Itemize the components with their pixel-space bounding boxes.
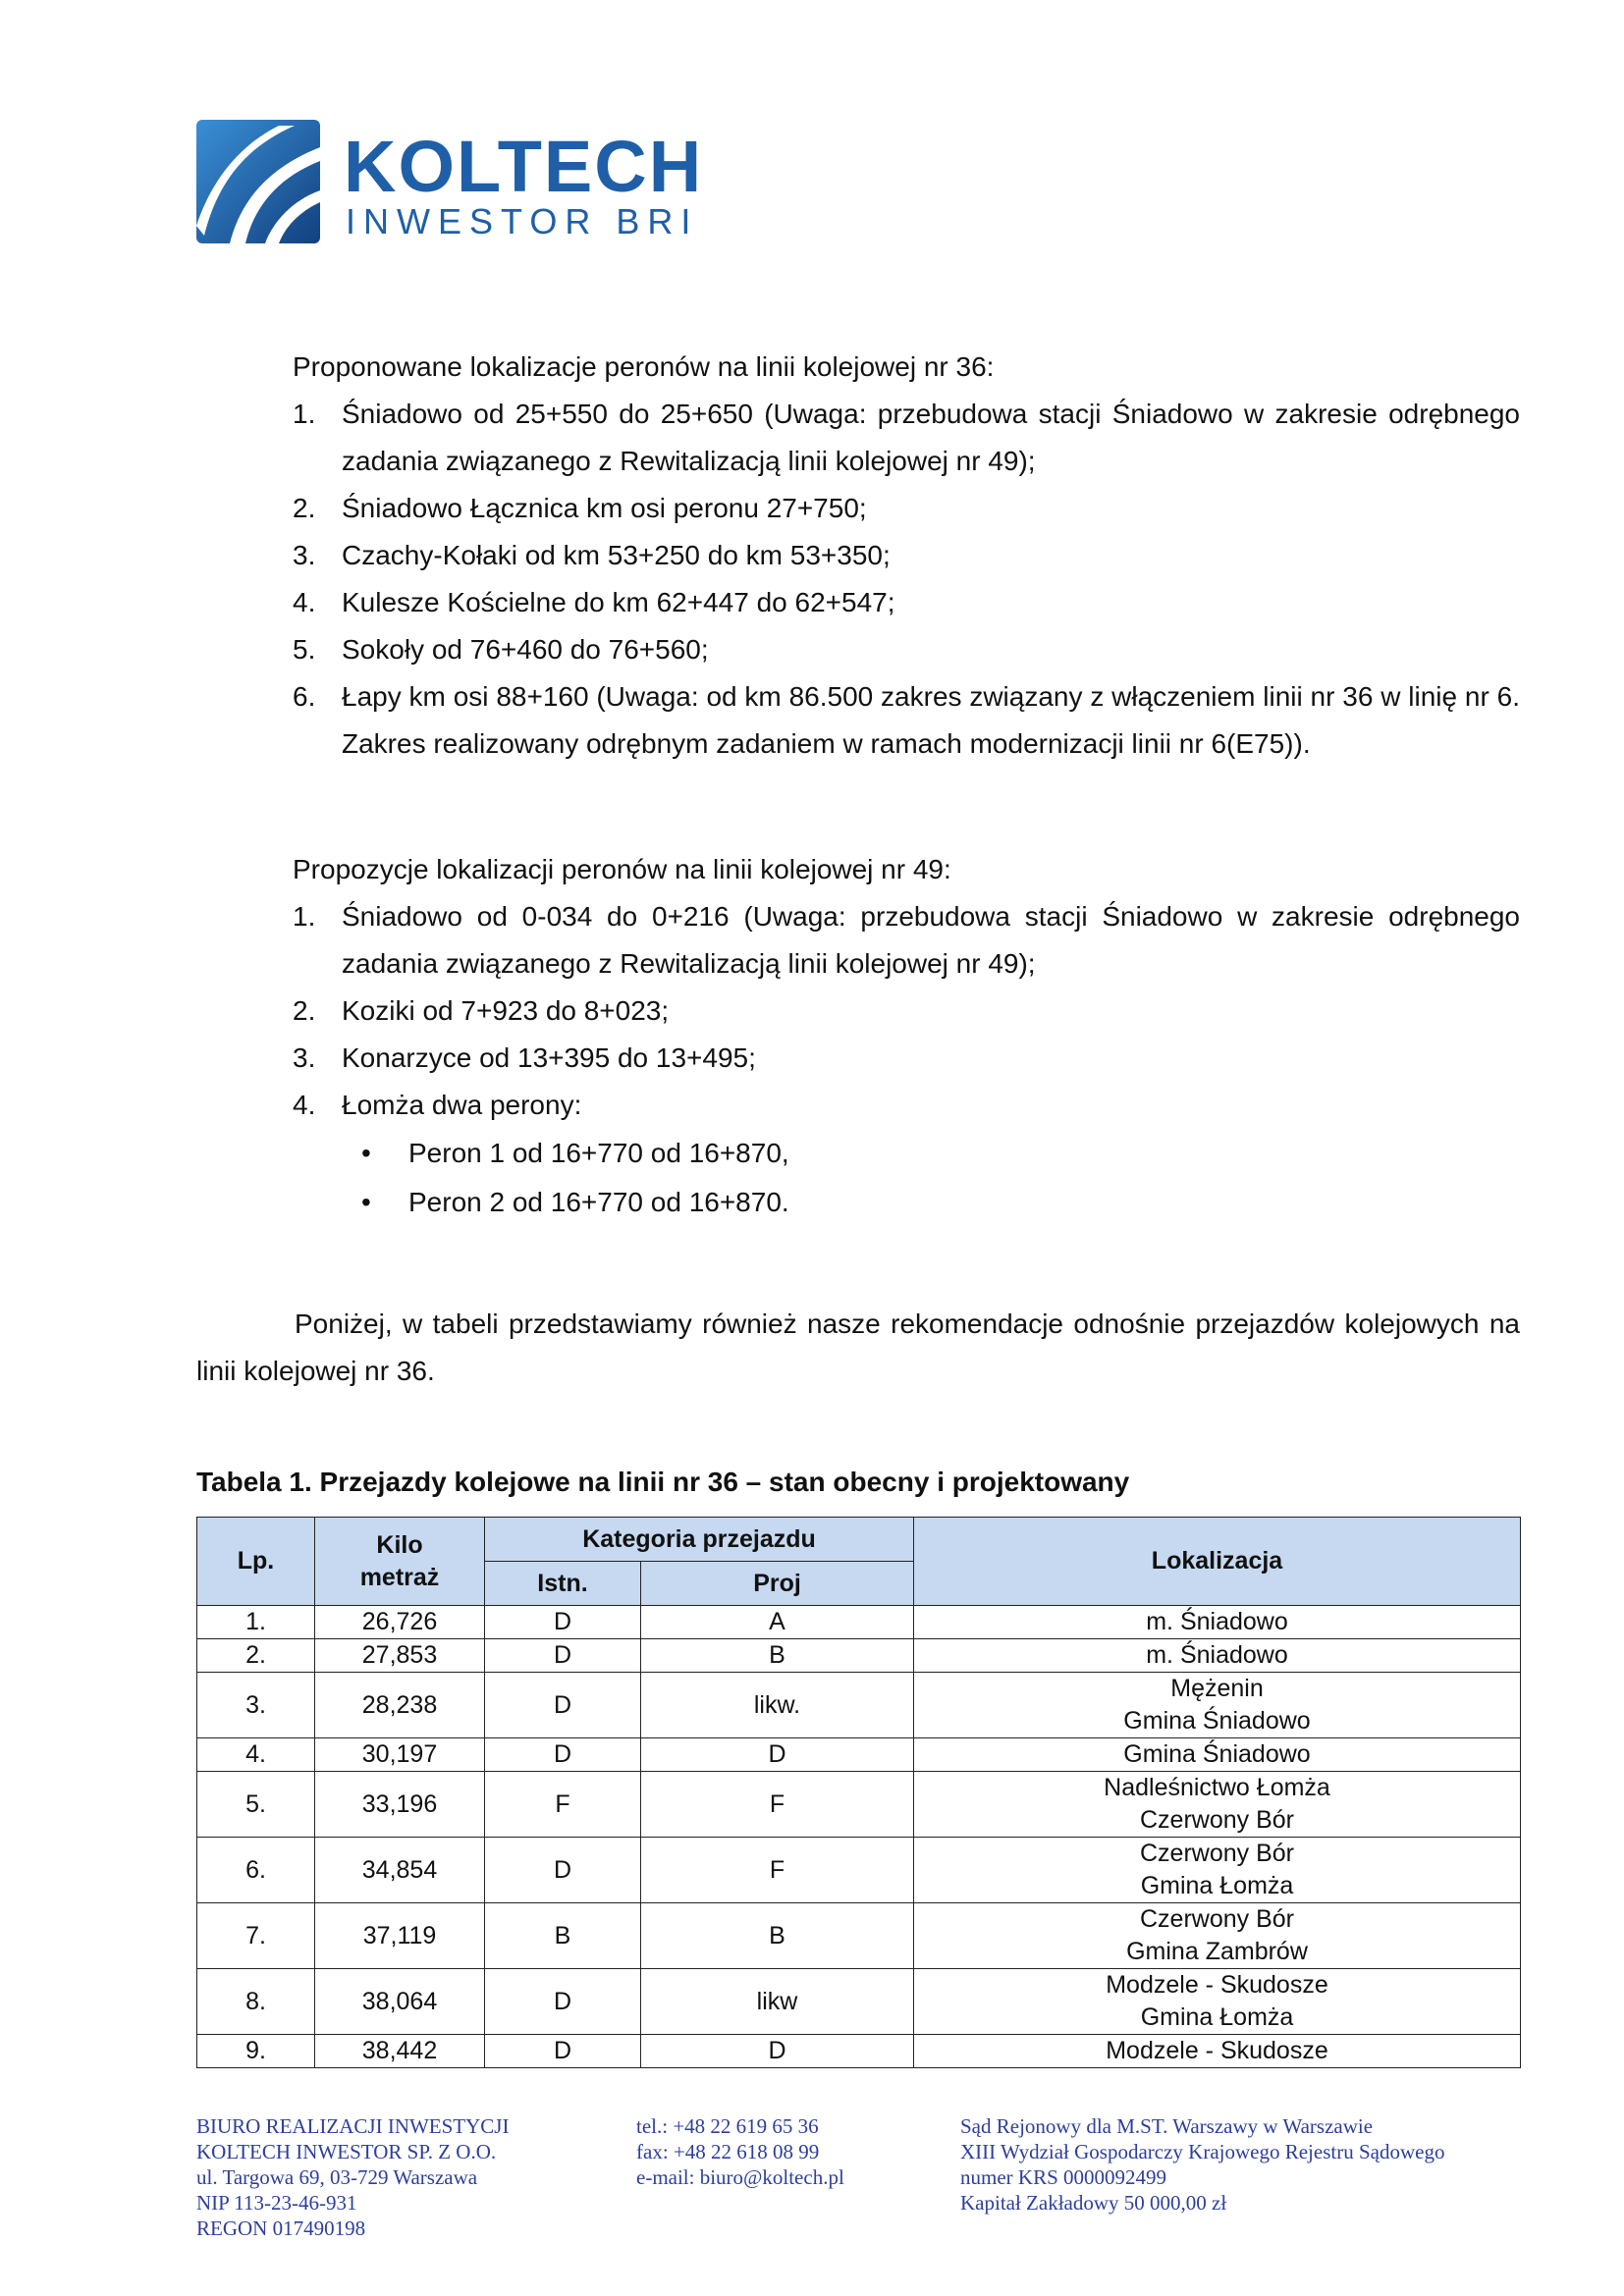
table-row — [197, 1772, 1521, 1838]
cell-istn: D — [485, 1606, 641, 1639]
header-kilometrage — [315, 1518, 485, 1606]
cell-istn: D — [485, 2035, 641, 2068]
cell-proj: F — [641, 1838, 914, 1903]
cell-proj: B — [641, 1903, 914, 1969]
cell-km: 30,197 — [315, 1738, 485, 1772]
list-item-number: 5. — [293, 634, 316, 665]
cell-istn: F — [485, 1772, 641, 1838]
list-item-text: Łapy km osi 88+160 (Uwaga: od km 86.500 zakres związany z włączeniem linii nr 36 w linię nr 6. Zakres realizowany odrębnym zadaniem w ramach modernizacji linii nr 6(E75)). — [342, 681, 1520, 759]
cell-location — [914, 1639, 1521, 1673]
footer-line: Kapitał Zakładowy 50 000,00 zł — [960, 2191, 1227, 2215]
header-category: Kategoria przejazdu — [485, 1518, 914, 1562]
cell-location — [914, 1606, 1521, 1639]
platform-list-line-49 — [293, 893, 1520, 1129]
location-line-2: Gmina Śniadowo — [1123, 1707, 1311, 1735]
cell-lp: 4. — [197, 1738, 315, 1772]
location-line-2: Czerwony Bór — [1140, 1806, 1294, 1834]
footer-company-info — [196, 2113, 509, 2241]
list-item-text: Czachy-Kołaki od km 53+250 do km 53+350; — [342, 540, 891, 570]
cell-location — [914, 2035, 1521, 2068]
table-row — [197, 1738, 1521, 1772]
cell-km: 28,238 — [315, 1673, 485, 1738]
list-item-number: 1. — [293, 901, 316, 932]
list-item-number: 4. — [293, 1090, 316, 1120]
footer-line: XIII Wydział Gospodarczy Krajowego Rejestru Sądowego — [960, 2140, 1445, 2163]
header-kilometrage-line2: metraż — [359, 1563, 440, 1591]
table-row — [197, 1903, 1521, 1969]
cell-km: 27,853 — [315, 1639, 485, 1673]
header-lp: Lp. — [197, 1518, 315, 1606]
cell-istn: D — [485, 1639, 641, 1673]
header-kilometrage-line1: Kilo — [376, 1530, 423, 1559]
location-line-1: Gmina Śniadowo — [1123, 1740, 1311, 1768]
cell-proj: F — [641, 1772, 914, 1838]
location-line-2: Gmina Łomża — [1140, 2003, 1294, 2031]
table-caption: Tabela 1. Przejazdy kolejowe na linii nr 36 – stan obecny i projektowany — [196, 1467, 1130, 1497]
table-row — [197, 1606, 1521, 1639]
list-item-number: 2. — [293, 493, 316, 523]
location-line-1: Modzele - Skudosze — [1106, 1971, 1328, 1999]
cell-istn: D — [485, 1969, 641, 2035]
bullet-item: • Peron 2 od 16+770 od 16+870. — [361, 1178, 1520, 1227]
cell-km: 26,726 — [315, 1606, 485, 1639]
table-body — [197, 1606, 1521, 2068]
list-item — [293, 626, 1520, 673]
cell-lp: 6. — [197, 1838, 315, 1903]
list-item — [293, 579, 1520, 626]
section-line-49 — [293, 846, 1520, 1227]
cell-proj: A — [641, 1606, 914, 1639]
table-row — [197, 1838, 1521, 1903]
logo-mark-icon — [196, 120, 320, 243]
location-line-1: m. Śniadowo — [1146, 1608, 1288, 1635]
location-line-1: Mężenin — [1170, 1675, 1264, 1702]
header-istn: Istn. — [485, 1562, 641, 1606]
footer-line: KOLTECH INWESTOR SP. Z O.O. — [196, 2140, 497, 2163]
cell-lp: 9. — [197, 2035, 315, 2068]
list-item — [293, 1035, 1520, 1082]
cell-proj: likw — [641, 1969, 914, 2035]
list-item — [293, 673, 1520, 768]
footer-email: e-mail: biuro@koltech.pl — [636, 2165, 844, 2189]
footer-line: NIP 113-23-46-931 — [196, 2191, 357, 2215]
level-crossings-table — [196, 1517, 1521, 2068]
cell-km: 38,064 — [315, 1969, 485, 2035]
location-line-1: Nadleśnictwo Łomża — [1104, 1774, 1330, 1801]
list-item — [293, 1082, 1520, 1129]
table-row — [197, 1639, 1521, 1673]
table-row — [197, 1969, 1521, 2035]
list-item-number: 3. — [293, 540, 316, 570]
cell-location — [914, 1903, 1521, 1969]
logo-title: KOLTECH — [344, 126, 704, 207]
location-line-1: Czerwony Bór — [1140, 1840, 1294, 1867]
list-item — [293, 532, 1520, 579]
cell-lp: 8. — [197, 1969, 315, 2035]
cell-location — [914, 1772, 1521, 1838]
list-item-text: Śniadowo od 25+550 do 25+650 (Uwaga: przebudowa stacji Śniadowo w zakresie odrębnego zadania związanego z Rewitalizacją linii kolejowej nr 49); — [342, 399, 1520, 476]
footer-line: numer KRS 0000092499 — [960, 2165, 1166, 2189]
footer-fax: fax: +48 22 618 08 99 — [636, 2140, 820, 2163]
cell-km: 33,196 — [315, 1772, 485, 1838]
cell-location — [914, 1969, 1521, 2035]
cell-istn: B — [485, 1903, 641, 1969]
cell-km: 37,119 — [315, 1903, 485, 1969]
cell-location — [914, 1838, 1521, 1903]
footer-registration — [960, 2113, 1444, 2216]
cell-lp: 7. — [197, 1903, 315, 1969]
cell-km: 38,442 — [315, 2035, 485, 2068]
list-item-number: 3. — [293, 1042, 316, 1073]
location-line-2: Gmina Zambrów — [1126, 1938, 1308, 1965]
list-item-text: Śniadowo od 0-034 do 0+216 (Uwaga: przebudowa stacji Śniadowo w zakresie odrębnego zadania związanego z Rewitalizacją linii kolejowej nr 49); — [342, 901, 1520, 979]
footer-contact — [636, 2113, 844, 2190]
list-item — [293, 485, 1520, 532]
list-item — [293, 391, 1520, 485]
footer-line: ul. Targowa 69, 03-729 Warszawa — [196, 2165, 478, 2189]
cell-location — [914, 1673, 1521, 1738]
table-row — [197, 1673, 1521, 1738]
table-row — [197, 2035, 1521, 2068]
table-intro-paragraph: Poniżej, w tabeli przedstawiamy również nasze rekomendacje odnośnie przejazdów kolejowych na linii kolejowej nr 36. — [196, 1308, 1520, 1386]
footer-phone: tel.: +48 22 619 65 36 — [636, 2114, 819, 2138]
footer-line: Sąd Rejonowy dla M.ST. Warszawy w Warszawie — [960, 2114, 1374, 2138]
list-item-number: 6. — [293, 681, 316, 712]
cell-proj: D — [641, 2035, 914, 2068]
location-line-1: Czerwony Bór — [1140, 1905, 1294, 1933]
cell-lp: 3. — [197, 1673, 315, 1738]
location-line-1: m. Śniadowo — [1146, 1641, 1288, 1669]
cell-lp: 5. — [197, 1772, 315, 1838]
platform-list-line-36 — [293, 391, 1520, 768]
cell-istn: D — [485, 1738, 641, 1772]
table-header-row — [197, 1518, 1521, 1562]
list-item-number: 2. — [293, 995, 316, 1026]
cell-istn: D — [485, 1673, 641, 1738]
lomza-platform-bullets — [293, 1129, 1520, 1227]
logo-subtitle: INWESTOR BRI — [346, 201, 699, 241]
cell-location — [914, 1738, 1521, 1772]
location-line-1: Modzele - Skudosze — [1106, 2037, 1328, 2064]
list-item — [293, 893, 1520, 988]
list-item-text: Śniadowo Łącznica km osi peronu 27+750; — [342, 493, 867, 523]
header-proj: Proj — [641, 1562, 914, 1606]
cell-proj: B — [641, 1639, 914, 1673]
cell-km: 34,854 — [315, 1838, 485, 1903]
cell-lp: 1. — [197, 1606, 315, 1639]
list-item-text: Kulesze Kościelne do km 62+447 do 62+547; — [342, 587, 895, 617]
bullet-item: • Peron 1 od 16+770 od 16+870, — [361, 1129, 1520, 1178]
cell-lp: 2. — [197, 1639, 315, 1673]
footer-line: BIURO REALIZACJI INWESTYCJI — [196, 2114, 510, 2138]
location-line-2: Gmina Łomża — [1140, 1872, 1294, 1899]
cell-proj: likw. — [641, 1673, 914, 1738]
footer-line: REGON 017490198 — [196, 2216, 366, 2240]
section-line-36 — [293, 344, 1520, 768]
cell-proj: D — [641, 1738, 914, 1772]
list-item-text: Konarzyce od 13+395 do 13+495; — [342, 1042, 756, 1073]
section-line-49-intro: Propozycje lokalizacji peronów na linii kolejowej nr 49: — [293, 854, 951, 884]
list-item-number: 4. — [293, 587, 316, 617]
cell-istn: D — [485, 1838, 641, 1903]
header-location: Lokalizacja — [914, 1518, 1521, 1606]
list-item-number: 1. — [293, 399, 316, 429]
list-item-text: Koziki od 7+923 do 8+023; — [342, 995, 670, 1026]
list-item — [293, 988, 1520, 1035]
section-line-36-intro: Proponowane lokalizacje peronów na linii kolejowej nr 36: — [293, 351, 995, 382]
list-item-text: Łomża dwa perony: — [342, 1090, 582, 1120]
list-item-text: Sokoły od 76+460 do 76+560; — [342, 634, 709, 665]
